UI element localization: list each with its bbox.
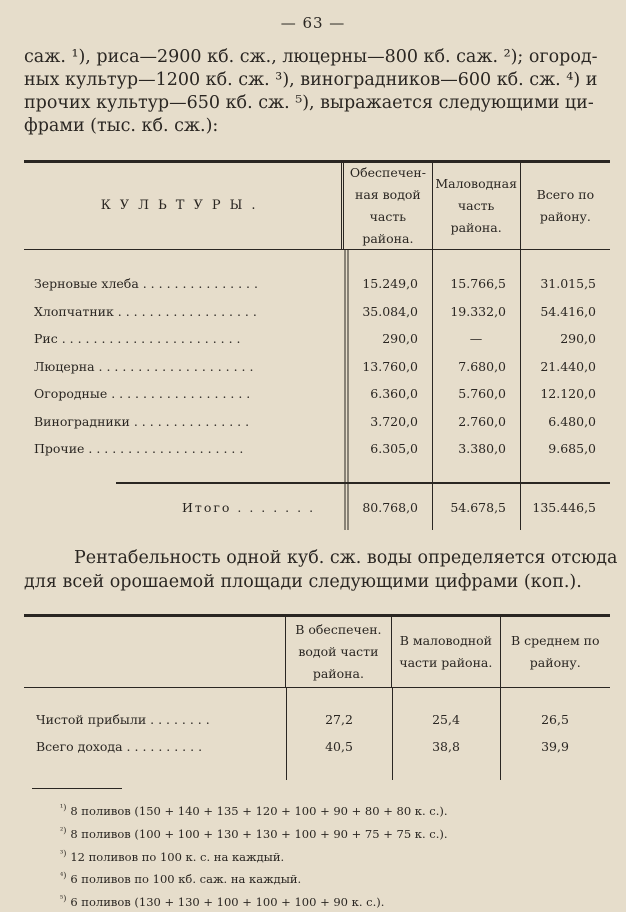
cell-value: 9.685,0	[548, 441, 596, 457]
cell-value: 6.480,0	[548, 413, 596, 429]
cell-value: 2.760,0	[458, 413, 506, 429]
header-crops: КУЛЬТУРЫ.	[100, 198, 265, 213]
header-supplied-part: В обеспечен. водой части района.	[285, 617, 391, 687]
footnote-text: 12 поливов по 100 к. с. на каждый.	[70, 849, 285, 864]
cell-value: 27,2	[325, 712, 353, 727]
table-row	[24, 298, 610, 326]
cell-value: 25,4	[432, 712, 460, 727]
footnote-text: 8 поливов (100 + 100 + 130 + 130 + 100 + 90 + 75 + 75 к. с.).	[70, 826, 448, 841]
cell-value: 13.760,0	[362, 358, 418, 374]
footnote-mark: ⁵)	[60, 894, 67, 904]
cell-value: 3.380,0	[458, 441, 506, 457]
row-label: Люцерна . . . . . . . . . . . . . . . . . . . .	[34, 358, 254, 374]
cell-value: 38,8	[432, 739, 460, 754]
total-value: 135.446,5	[532, 499, 596, 515]
footnote-rule	[32, 788, 122, 789]
row-label: Всего дохода . . . . . . . . . .	[36, 739, 203, 754]
table-body	[24, 688, 610, 780]
footnote-mark: ³)	[60, 848, 67, 858]
total-value: 54.678,5	[450, 499, 506, 515]
total-row	[24, 484, 610, 530]
cell-value: 35.084,0	[362, 303, 418, 319]
crops-water-table	[24, 160, 610, 530]
cell-value: 5.760,0	[458, 386, 506, 402]
row-label: Виноградники . . . . . . . . . . . . . . .	[34, 413, 250, 429]
row-label: Прочие . . . . . . . . . . . . . . . . . . . .	[34, 441, 244, 457]
intro-line: ных культур—1200 кб. сж. ³), виноградников—600 кб. сж. ⁴) и	[24, 70, 598, 90]
intro-line: фрами (тыс. кб. сж.):	[24, 116, 219, 136]
cell-value: 15.249,0	[362, 276, 418, 292]
cell-value: 15.766,5	[450, 276, 506, 292]
row-label: Рис . . . . . . . . . . . . . . . . . . . . . . .	[34, 331, 241, 347]
cell-value: 290,0	[382, 331, 418, 347]
footnote-mark: ⁴)	[60, 871, 67, 881]
table-row	[24, 380, 610, 408]
total-value: 80.768,0	[362, 499, 418, 515]
cell-value: 6.305,0	[370, 441, 418, 457]
cell-value: 26,5	[541, 712, 569, 727]
cell-value: 54.416,0	[540, 303, 596, 319]
cell-value: 39,9	[541, 739, 569, 754]
cell-value: —	[469, 331, 483, 347]
footnote-text: 6 поливов (130 + 130 + 100 + 100 + 100 + 90 к. с.).	[70, 895, 385, 910]
cell-value: 31.015,5	[540, 276, 596, 292]
footnote-text: 8 поливов (150 + 140 + 135 + 120 + 100 + 90 + 80 + 80 к. с.).	[70, 803, 448, 818]
table-header	[24, 163, 610, 250]
footnote	[60, 798, 600, 821]
header-low-water-part: Маловодная часть района.	[432, 163, 520, 249]
table-row	[24, 270, 610, 298]
cell-value: 3.720,0	[370, 413, 418, 429]
footnote	[60, 889, 600, 912]
header-average: В среднем по району.	[500, 617, 610, 687]
footnote-mark: ¹)	[60, 803, 67, 812]
table-row	[24, 706, 610, 733]
table-row	[24, 408, 610, 436]
footnote	[60, 821, 600, 844]
row-label: Огородные . . . . . . . . . . . . . . . . . .	[34, 386, 251, 402]
footnote-text: 6 поливов по 100 кб. саж. на каждый.	[70, 872, 302, 887]
table-row	[24, 733, 610, 760]
cell-value: 6.360,0	[370, 386, 418, 402]
paragraph-line: для всей орошаемой площади следующими цифрами (коп.).	[24, 572, 582, 592]
cell-value: 7.680,0	[458, 358, 506, 374]
intro-line: прочих культур—650 кб. сж. ⁵), выражается следующими ци-	[24, 93, 594, 113]
footnote	[60, 844, 600, 867]
cell-value: 290,0	[560, 331, 596, 347]
table-row	[24, 353, 610, 381]
paragraph-line: Рентабельность одной куб. сж. воды определяется отсюда	[74, 548, 618, 568]
profitability-table	[24, 614, 610, 780]
cell-value: 40,5	[325, 739, 353, 754]
intro-line: саж. ¹), риса—2900 кб. сж., люцерны—800 кб. саж. ²); огород-	[24, 47, 598, 67]
header-total-district: Всего по району.	[520, 163, 610, 249]
row-label: Зерновые хлеба . . . . . . . . . . . . . . .	[34, 276, 258, 292]
header-low-water-part: В маловодной части района.	[391, 617, 499, 687]
cell-value: 21.440,0	[540, 358, 596, 374]
table-row	[24, 325, 610, 353]
row-label: Хлопчатник . . . . . . . . . . . . . . . . . .	[34, 303, 257, 319]
table-row	[24, 435, 610, 463]
page-number: — 63 —	[280, 14, 346, 32]
cell-value: 19.332,0	[450, 303, 506, 319]
header-blank	[24, 617, 285, 687]
row-label: Чистой прибыли . . . . . . . .	[36, 712, 210, 727]
table-body	[24, 250, 610, 482]
total-label: Итого . . . . . . .	[182, 499, 316, 515]
cell-value: 12.120,0	[540, 386, 596, 402]
header-supplied-part: Обеспечен-ная водой часть района.	[341, 163, 431, 249]
footnotes	[60, 798, 600, 912]
intro-paragraph	[24, 46, 604, 138]
footnote-mark: ²)	[60, 825, 67, 835]
table-header	[24, 617, 610, 688]
footnote	[60, 866, 600, 889]
profitability-paragraph	[24, 546, 618, 594]
